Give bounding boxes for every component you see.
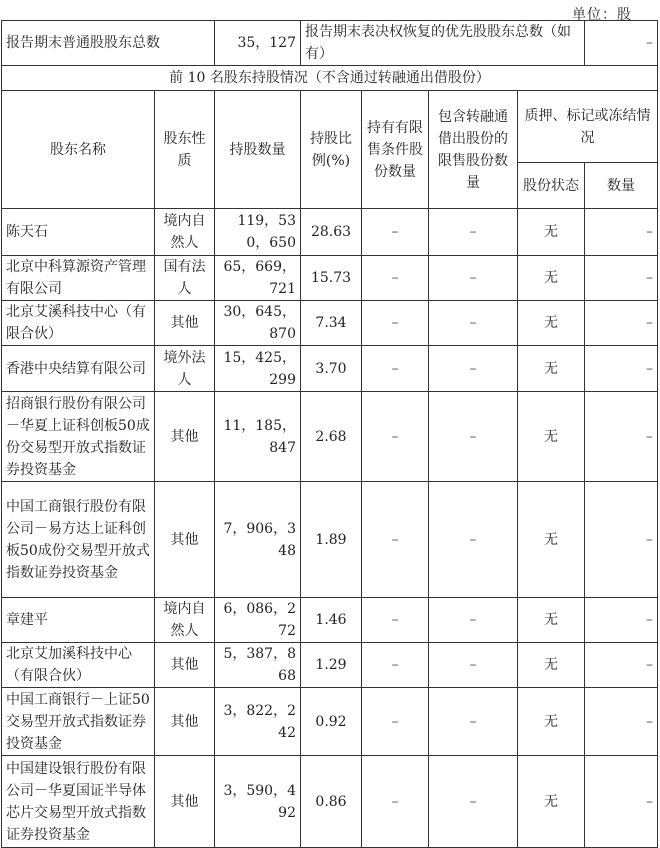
pledge-status: 无 (518, 756, 585, 848)
shareholder-name: 中国工商银行股份有限公司－易方达上证科创板50成份交易型开放式指数证券投资基金 (2, 482, 155, 598)
share-ratio: 1.46 (301, 598, 362, 643)
section-title: 前 10 名股东持股情况（不含通过转融通出借股份） (2, 66, 658, 91)
lent-shares: – (429, 346, 518, 392)
shareholder-name: 北京艾溪科技中心（有限合伙） (2, 301, 155, 346)
pledge-quantity: – (585, 256, 658, 301)
shareholder-name: 章建平 (2, 598, 155, 643)
pledge-status: 无 (518, 482, 585, 598)
lent-shares: – (429, 756, 518, 848)
restricted-shares: – (362, 256, 429, 301)
share-ratio: 2.68 (301, 392, 362, 482)
share-count: 5，387，868 (215, 643, 301, 688)
share-count: 6，086，272 (215, 598, 301, 643)
shareholder-nature: 其他 (155, 643, 215, 688)
header-row-1 (2, 91, 658, 163)
share-ratio: 15.73 (301, 256, 362, 301)
share-count: 7，906，348 (215, 482, 301, 598)
shareholder-name: 北京艾加溪科技中心（有限合伙） (2, 643, 155, 688)
lent-shares: – (429, 256, 518, 301)
shareholder-name: 陈天石 (2, 209, 155, 256)
common-holders-label: 报告期末普通股股东总数 (2, 21, 215, 66)
header-shares: 持股数量 (215, 91, 301, 209)
restricted-shares: – (362, 209, 429, 256)
shareholder-nature: 其他 (155, 756, 215, 848)
pledge-status: 无 (518, 209, 585, 256)
preferred-holders-value: – (585, 21, 658, 66)
pledge-quantity: – (585, 346, 658, 392)
summary-row (2, 21, 658, 66)
section-title-row (2, 66, 658, 91)
restricted-shares: – (362, 301, 429, 346)
shareholder-name: 香港中央结算有限公司 (2, 346, 155, 392)
shareholder-name: 招商银行股份有限公司－华夏上证科创板50成份交易型开放式指数证券投资基金 (2, 392, 155, 482)
share-ratio: 0.86 (301, 756, 362, 848)
share-ratio: 0.92 (301, 688, 362, 756)
share-ratio: 1.29 (301, 643, 362, 688)
shareholder-nature: 国有法人 (155, 256, 215, 301)
pledge-quantity: – (585, 482, 658, 598)
header-restricted: 持有有限售条件股份数量 (362, 91, 429, 209)
restricted-shares: – (362, 482, 429, 598)
preferred-holders-label: 报告期末表决权恢复的优先股股东总数（如有） (301, 21, 585, 66)
pledge-status: 无 (518, 256, 585, 301)
pledge-status: 无 (518, 598, 585, 643)
pledge-quantity: – (585, 301, 658, 346)
table-row (2, 643, 658, 688)
pledge-status: 无 (518, 392, 585, 482)
shareholder-name: 中国建设银行股份有限公司－华夏国证半导体芯片交易型开放式指数证券投资基金 (2, 756, 155, 848)
lent-shares: – (429, 482, 518, 598)
shareholder-nature: 其他 (155, 688, 215, 756)
share-count: 15，425，299 (215, 346, 301, 392)
header-ratio: 持股比例(%) (301, 91, 362, 209)
shareholder-nature: 其他 (155, 301, 215, 346)
restricted-shares: – (362, 688, 429, 756)
pledge-quantity: – (585, 598, 658, 643)
pledge-status: 无 (518, 643, 585, 688)
share-count: 119，530，650 (215, 209, 301, 256)
lent-shares: – (429, 688, 518, 756)
restricted-shares: – (362, 598, 429, 643)
restricted-shares: – (362, 346, 429, 392)
pledge-quantity: – (585, 643, 658, 688)
lent-shares: – (429, 392, 518, 482)
share-ratio: 3.70 (301, 346, 362, 392)
table-row (2, 482, 658, 598)
pledge-status: 无 (518, 301, 585, 346)
share-ratio: 7.34 (301, 301, 362, 346)
header-lent: 包含转融通借出股份的限售股份数量 (429, 91, 518, 209)
shareholder-nature: 境外法人 (155, 346, 215, 392)
pledge-quantity: – (585, 688, 658, 756)
shareholder-nature: 境内自然人 (155, 598, 215, 643)
common-holders-value: 35，127 (215, 21, 301, 66)
share-count: 3，822，242 (215, 688, 301, 756)
table-row (2, 392, 658, 482)
shareholder-table (1, 20, 658, 848)
restricted-shares: – (362, 756, 429, 848)
pledge-quantity: – (585, 756, 658, 848)
share-count: 3，590，492 (215, 756, 301, 848)
lent-shares: – (429, 598, 518, 643)
header-pledge: 质押、标记或冻结情况 (518, 91, 658, 163)
pledge-quantity: – (585, 392, 658, 482)
shareholder-name: 北京中科算源资产管理有限公司 (2, 256, 155, 301)
table-row (2, 688, 658, 756)
share-count: 65，669，721 (215, 256, 301, 301)
pledge-status: 无 (518, 688, 585, 756)
shareholder-nature: 其他 (155, 392, 215, 482)
header-nature: 股东性质 (155, 91, 215, 209)
share-count: 30，645，870 (215, 301, 301, 346)
restricted-shares: – (362, 392, 429, 482)
share-ratio: 1.89 (301, 482, 362, 598)
header-name: 股东名称 (2, 91, 155, 209)
pledge-quantity: – (585, 209, 658, 256)
table-row (2, 301, 658, 346)
restricted-shares: – (362, 643, 429, 688)
lent-shares: – (429, 301, 518, 346)
pledge-status: 无 (518, 346, 585, 392)
share-ratio: 28.63 (301, 209, 362, 256)
table-row (2, 756, 658, 848)
header-pledge-status: 股份状态 (518, 163, 585, 209)
table-row (2, 209, 658, 256)
shareholder-name: 中国工商银行－上证50交易型开放式指数证券投资基金 (2, 688, 155, 756)
lent-shares: – (429, 643, 518, 688)
shareholder-nature: 其他 (155, 482, 215, 598)
share-count: 11，185，847 (215, 392, 301, 482)
shareholder-nature: 境内自然人 (155, 209, 215, 256)
lent-shares: – (429, 209, 518, 256)
table-row (2, 346, 658, 392)
table-row (2, 256, 658, 301)
header-pledge-qty: 数量 (585, 163, 658, 209)
unit-label: 单位：股 (572, 7, 632, 23)
table-row (2, 598, 658, 643)
